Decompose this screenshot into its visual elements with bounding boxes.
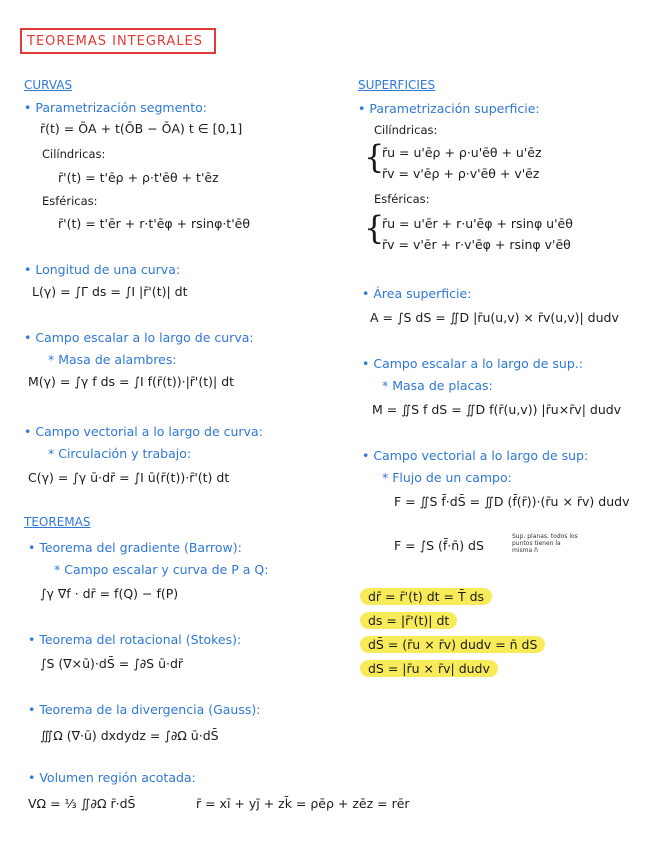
curvas-cil-formula: r̄'(t) = t'ēρ + ρ·t'ēθ + t'ēz (58, 170, 219, 185)
sup-esf-label: Esféricas: (374, 192, 430, 206)
superficies-heading: SUPERFICIES (358, 78, 436, 92)
r-formula: r̄ = xī + yj̄ + zk̄ = ρēρ + zēz = rēr (196, 796, 410, 811)
sup-cil-v: r̄v = v'ēρ + ρ·v'ēθ + v'ēz (382, 166, 540, 181)
teoremas-heading: TEOREMAS (24, 515, 91, 529)
sup-cil-brace: { (364, 138, 385, 176)
sup-cil-label: Cilíndricas: (374, 123, 438, 137)
flujo-formula: F = ∬S f̄·dS̄ = ∬D (f̄(r̄))·(r̄u × r̄v) dudv (394, 494, 630, 509)
gradiente-sub: * Campo escalar y curva de P a Q: (54, 562, 269, 577)
curvas-vectorial-sub: * Circulación y trabajo: (48, 446, 192, 461)
gauss-formula: ∭Ω (∇·ū) dxdydz = ∫∂Ω ū·dS̄ (40, 728, 219, 743)
sup-vectorial-sub: * Flujo de un campo: (382, 470, 512, 485)
flujo-note: Sup. planas, todos los puntos tienen la misma n̄ (512, 533, 578, 554)
curvas-escalar-sub: * Masa de alambres: (48, 352, 177, 367)
volumen-title: • Volumen región acotada: (28, 770, 196, 785)
sup-esf-u: r̄u = u'ēr + r·u'ēφ + rsinφ u'ēθ (382, 216, 573, 231)
flujo-formula-2: F = ∫S (f̄·n̄) dS (394, 538, 484, 553)
highlight-ds: ds = |r̄'(t)| dt (360, 612, 457, 629)
curvas-escalar-title: • Campo escalar a lo largo de curva: (24, 330, 254, 345)
curvas-param-title: • Parametrización segmento: (24, 100, 207, 115)
curvas-cil-label: Cilíndricas: (42, 147, 106, 161)
sup-esf-v: r̄v = v'ēr + r·v'ēφ + rsinφ v'ēθ (382, 237, 571, 252)
highlight-dS-vector: dS̄ = (r̄u × r̄v) dudv = n̄ dS (360, 636, 545, 653)
stokes-title: • Teorema del rotacional (Stokes): (28, 632, 242, 647)
curvas-vectorial-formula: C(γ) = ∫γ ū·dr̄ = ∫I ū(r̄(t))·r̄'(t) dt (28, 470, 230, 485)
sup-cil-u: r̄u = u'ēρ + ρ·u'ēθ + u'ēz (382, 145, 542, 160)
curvas-vectorial-title: • Campo vectorial a lo largo de curva: (24, 424, 263, 439)
sup-esf-brace: { (364, 209, 385, 247)
stokes-formula: ∫S (∇×ū)·dS̄ = ∫∂S ū·dr̄ (40, 656, 184, 671)
gradiente-formula: ∫γ ∇f · dr̄ = f(Q) − f(P) (40, 586, 179, 601)
highlight-dr: dr̄ = r̄'(t) dt = T̄ ds (360, 588, 492, 605)
sup-escalar-sub: * Masa de placas: (382, 378, 493, 393)
curvas-heading: CURVAS (24, 78, 73, 92)
sup-escalar-formula: M = ∬S f dS = ∬D f(r̄(u,v)) |r̄u×r̄v| dudv (372, 402, 622, 417)
sup-param-title: • Parametrización superficie: (358, 101, 540, 116)
gradiente-title: • Teorema del gradiente (Barrow): (28, 540, 242, 555)
curvas-param-formula: r̄(t) = ŌA + t(ŌB − ŌA) t ∈ [0,1] (40, 121, 243, 136)
curvas-esf-label: Esféricas: (42, 194, 98, 208)
curvas-escalar-formula: M(γ) = ∫γ f ds = ∫I f(r̄(t))·|r̄'(t)| dt (28, 374, 235, 389)
curvas-esf-formula: r̄'(t) = t'ēr + r·t'ēφ + rsinφ·t'ēθ (58, 216, 250, 231)
sup-vectorial-title: • Campo vectorial a lo largo de sup: (362, 448, 589, 463)
longitud-title: • Longitud de una curva: (24, 262, 181, 277)
area-title: • Área superficie: (362, 286, 472, 301)
highlight-dS-scalar: dS = |r̄u × r̄v| dudv (360, 660, 498, 677)
page-title: TEOREMAS INTEGRALES (20, 28, 216, 54)
volumen-formula: VΩ = ⅓ ∬∂Ω r̄·dS̄ (28, 796, 136, 811)
gauss-title: • Teorema de la divergencia (Gauss): (28, 702, 261, 717)
longitud-formula: L(γ) = ∫Γ ds = ∫I |r̄'(t)| dt (32, 284, 188, 299)
sup-escalar-title: • Campo escalar a lo largo de sup.: (362, 356, 583, 371)
area-formula: A = ∫S dS = ∬D |r̄u(u,v) × r̄v(u,v)| dudv (370, 310, 619, 325)
